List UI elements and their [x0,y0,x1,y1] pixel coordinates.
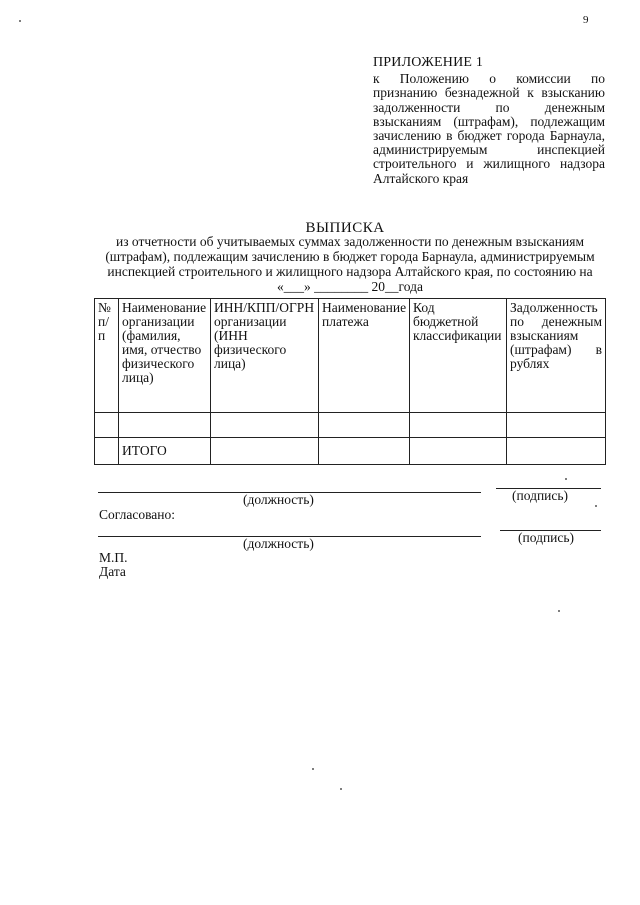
header-organization-name: Наименование организации (фамилия, имя, отчество физического лица) [119,299,211,413]
table-cell[interactable] [410,437,507,464]
signature-label-2: (подпись) [518,530,575,545]
table-cell[interactable] [319,412,410,437]
appendix-block [373,56,605,186]
header-debt-amount: Задолженность по денежным взысканиям (штрафам) в рублях [507,299,606,413]
total-label: ИТОГО [119,437,211,464]
table-cell[interactable] [211,412,319,437]
appendix-title: ПРИЛОЖЕНИЕ 1 [373,55,484,70]
header-budget-code: Код бюджетной классификации [410,299,507,413]
header-number: № п/п [95,299,119,413]
table-cell[interactable] [507,437,606,464]
debt-table [94,298,606,465]
table-cell[interactable] [95,412,119,437]
document-title: ВЫПИСКА [305,220,385,236]
appendix-text: к Положению о комиссии по признанию безнадежной к взысканию задолженности по денежным взысканиям (штрафам), подлежащим зачислению в бюджет города Барнаула, администрируемым инспекцией строительного и жилищного надзора Алтайского края [373,71,605,186]
agreed-label: Согласовано: [99,507,175,522]
scan-speck [558,610,560,612]
page-number: 9 [583,14,589,26]
table-cell[interactable] [211,437,319,464]
table-cell [95,437,119,464]
date-label: Дата [99,564,126,579]
table-cell[interactable] [507,412,606,437]
scan-speck [595,505,597,507]
stamp-label: М.П. [99,550,128,565]
document-subtitle: из отчетности об учитываемых суммах задолженности по денежным взысканиям (штрафам), подлежащим зачислению в бюджет города Барнаула, администрируемым инспекцией строительного и жилищного надзора Алтайского края, по состоянию на «___» ________ 20__года [105,234,595,294]
scan-speck [312,768,314,770]
header-payment-name: Наименование платежа [319,299,410,413]
scan-speck [340,788,342,790]
position-label-2: (должность) [243,536,314,551]
scan-speck [19,20,21,22]
position-label-1: (должность) [243,492,314,507]
table-cell[interactable] [319,437,410,464]
header-inn-kpp-ogrn: ИНН/КПП/ОГРН организации (ИНН физического лица) [211,299,319,413]
table-row [95,412,606,437]
scan-speck [565,478,567,480]
signature-label-1: (подпись) [512,488,569,503]
table-cell[interactable] [410,412,507,437]
table-cell[interactable] [119,412,211,437]
table-total-row [95,437,606,464]
table-header-row [95,299,606,413]
